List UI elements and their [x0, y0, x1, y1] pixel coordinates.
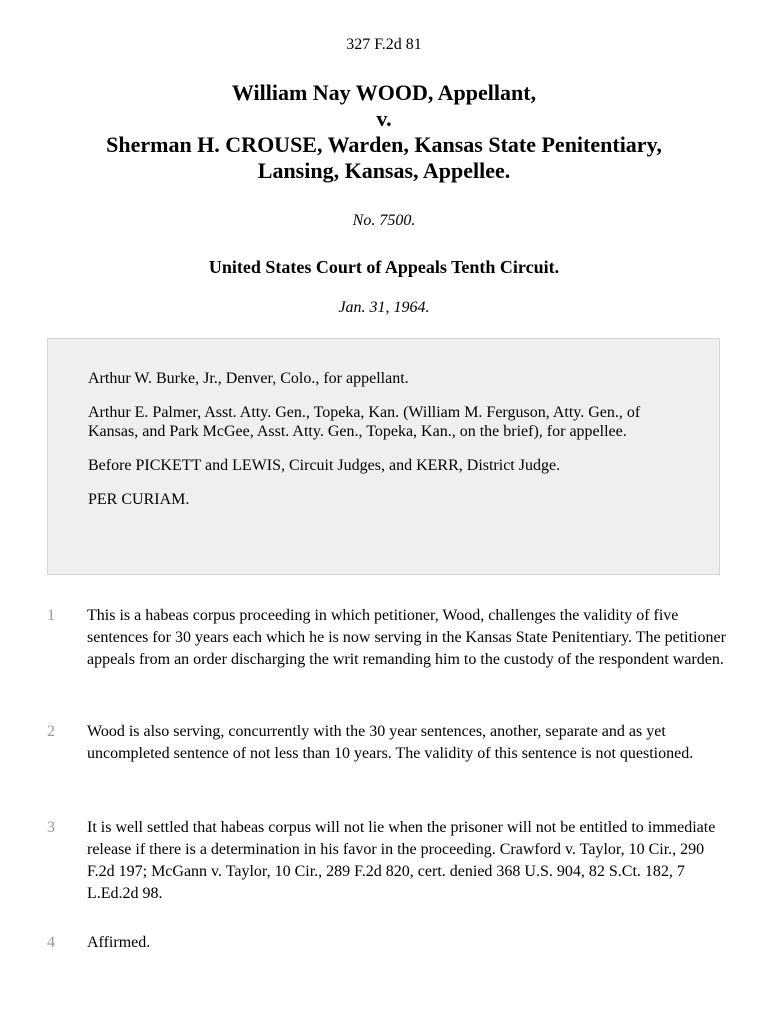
appellee-name-line1: Sherman H. CROUSE, Warden, Kansas State Penitentiary, [106, 132, 662, 157]
appellant-counsel: Arthur W. Burke, Jr., Denver, Colo., for appellant. [88, 370, 409, 387]
court-name: United States Court of Appeals Tenth Circuit. [208, 257, 560, 277]
counsel-box [47, 338, 720, 575]
appellant-name: William Nay WOOD, Appellant, [231, 80, 537, 105]
appellee-counsel: Arthur E. Palmer, Asst. Atty. Gen., Topeka, Kan. (William M. Ferguson, Atty. Gen., of Kansas, and Park McGee, Asst. Atty. Gen., Topeka, Kan., on the brief), for appellee. [88, 404, 641, 440]
paragraph-text: It is well settled that habeas corpus will not lie when the prisoner will not be entitled to immediate release if there is a determination in his favor in the proceeding. Crawford v. Taylor, 10 Cir., 290 F.2d 197; McGann v. Taylor, 10 Cir., 289 F.2d 820, cert. denied 368 U.S. 904, 82 S.Ct. 182, 7 L.Ed.2d 98. [87, 819, 716, 902]
paragraph-number: 2 [47, 723, 55, 740]
decision-date: Jan. 31, 1964. [338, 299, 430, 316]
paragraph-text: This is a habeas corpus proceeding in which petitioner, Wood, challenges the validity of five sentences for 30 years each which he is now serving in the Kansas State Penitentiary. The petitioner appeals from an order discharging the writ remanding him to the custody of the respondent warden. [87, 607, 726, 668]
case-citation: 327 F.2d 81 [346, 36, 422, 53]
docket-number: No. 7500. [352, 212, 416, 229]
case-parties [0, 80, 768, 184]
paragraph-number: 3 [47, 819, 55, 836]
paragraph-text: Affirmed. [87, 934, 151, 951]
paragraph-number: 4 [47, 934, 55, 951]
paragraph-number: 1 [47, 607, 55, 624]
versus-label: v. [376, 106, 392, 131]
judges-panel: Before PICKETT and LEWIS, Circuit Judges, and KERR, District Judge. [88, 457, 561, 474]
per-curiam-label: PER CURIAM. [88, 491, 190, 508]
appellee-name-line2: Lansing, Kansas, Appellee. [257, 158, 511, 183]
paragraph-text: Wood is also serving, concurrently with the 30 year sentences, another, separate and as yet uncompleted sentence of not less than 10 years. The validity of this sentence is not questioned. [87, 723, 694, 762]
